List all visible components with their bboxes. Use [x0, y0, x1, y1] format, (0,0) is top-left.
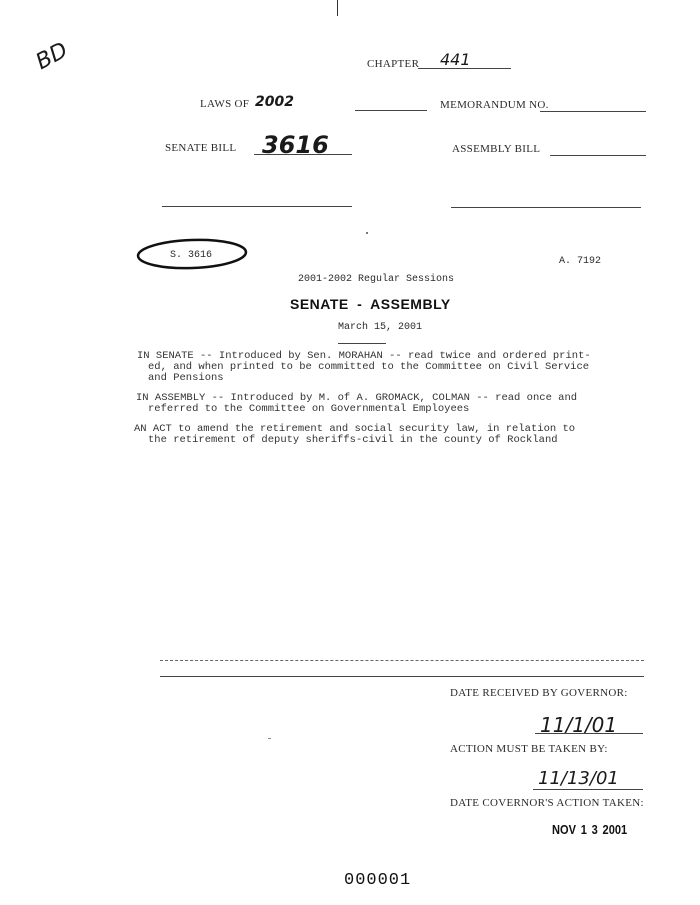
act-line-2: the retirement of deputy sheriffs-civil in the county of Rockland — [148, 434, 558, 446]
action-taken-label: DATE COVERNOR'S ACTION TAKEN: — [450, 797, 644, 809]
laws-year: 2002 — [255, 94, 294, 110]
senate-bill-label: SENATE BILL — [165, 142, 237, 154]
top-tick-mark — [337, 0, 338, 16]
date-received-line — [535, 733, 643, 734]
bill-date: March 15, 2001 — [338, 322, 423, 333]
date-received-label: DATE RECEIVED BY GOVERNOR: — [450, 687, 628, 699]
action-date-line — [533, 789, 643, 790]
laws-label: LAWS OF — [200, 98, 250, 110]
separator-line-1 — [160, 660, 644, 661]
session-line: 2001-2002 Regular Sessions — [298, 274, 455, 285]
act-line-1: AN ACT to amend the retirement and social security law, in relation to — [134, 423, 576, 435]
senate-intro-line-2: ed, and when printed to be committed to the Committee on Civil Service — [148, 361, 590, 373]
assembly-intro-line-1: IN ASSEMBLY -- Introduced by M. of A. GROMACK, COLMAN -- read once and — [136, 392, 578, 404]
action-must-be-taken-label: ACTION MUST BE TAKEN BY: — [450, 743, 608, 755]
speck-mark — [366, 232, 368, 234]
assembly-bill-line — [550, 155, 646, 156]
senate-intro-line-1: IN SENATE -- Introduced by Sen. MORAHAN -- read twice and ordered print- — [137, 350, 591, 362]
date-underline — [338, 343, 386, 344]
date-received-value: 11/1/01 — [540, 713, 618, 737]
bill-heading: SENATE - ASSEMBLY — [290, 296, 451, 312]
speck-mark-2 — [268, 738, 271, 739]
laws-line — [355, 110, 427, 111]
handwritten-initials: BD — [32, 37, 73, 76]
blank-line-left — [162, 206, 352, 207]
page-number: 000001 — [344, 871, 412, 890]
senate-bill-number: 3616 — [262, 131, 329, 159]
senate-intro-line-3: and Pensions — [148, 372, 224, 384]
action-must-be-taken-value: 11/13/01 — [538, 768, 619, 789]
assembly-bill-label: ASSEMBLY BILL — [452, 143, 541, 155]
assembly-id: A. 7192 — [559, 256, 602, 267]
senate-id: S. 3616 — [170, 250, 213, 261]
memorandum-label: MEMORANDUM NO. — [440, 99, 549, 111]
memorandum-line — [540, 111, 646, 112]
action-taken-stamp: NOV 1 3 2001 — [552, 822, 628, 837]
chapter-number: 441 — [440, 50, 471, 69]
separator-line-2 — [160, 676, 644, 677]
assembly-intro-line-2: referred to the Committee on Governmental Employees — [148, 403, 470, 415]
blank-line-right — [451, 207, 641, 208]
chapter-label: CHAPTER — [367, 58, 420, 70]
